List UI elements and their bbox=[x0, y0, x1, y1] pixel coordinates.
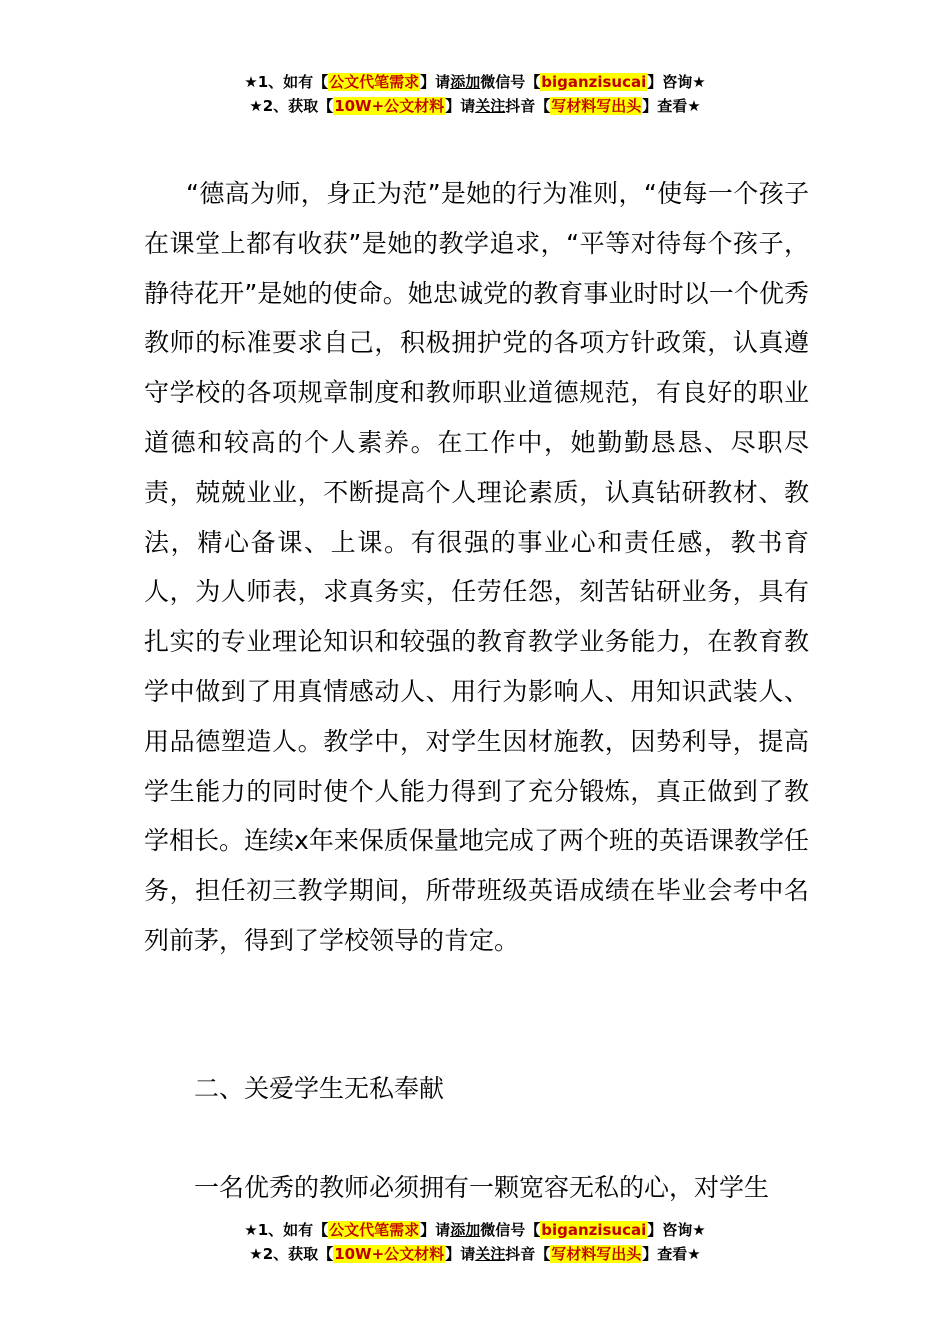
banner-line-1 bbox=[0, 1218, 950, 1242]
banner-highlight: 写材料写出头 bbox=[551, 1245, 642, 1263]
banner-text: 抖音【 bbox=[505, 97, 551, 115]
footer-banner bbox=[0, 1218, 950, 1266]
banner-line-1 bbox=[0, 70, 950, 94]
banner-underlined: 关注 bbox=[475, 97, 506, 115]
body-paragraph-start: 一名优秀的教师必须拥有一颗宽容无私的心，对学生 bbox=[194, 1173, 770, 1202]
body-paragraph: “德高为师，身正为范”是她的行为准则，“使每一个孩子在课堂上都有收获”是她的教学追求，“平等对待每个孩子，静待花开”是她的使命。她忠诚党的教育事业时时以一个优秀教师的标准要求自己，积极拥护党的各项方针政策，认真遵守学校的各项规章制度和教师职业道德规范，有良好的职业道德和较高的个人素养。在工作中，她勤勤恳恳、尽职尽责，兢兢业业，不断提高个人理论素质，认真钻研教材、教法，精心备课、上课。有很强的事业心和责任感，教书育人，为人师表，求真务实，任劳任怨，刻苦钻研业务，具有扎实的专业理论知识和较强的教育教学业务能力，在教育教学中做到了用真情感动人、用行为影响人、用知识武装人、用品德塑造人。教学中，对学生因材施教，因势利导，提高学生能力的同时使个人能力得到了充分锻炼，真正做到了教学相长。连续x年来保质保量地完成了两个班的英语课教学任务，担任初三教学期间，所带班级英语成绩在毕业会考中名列前茅，得到了学校领导的肯定。 bbox=[144, 179, 809, 955]
banner-text: ★2、获取【 bbox=[249, 1245, 334, 1263]
banner-text: 】请 bbox=[445, 97, 476, 115]
banner-text: ★1、如有【 bbox=[244, 73, 329, 91]
banner-text: 】查看★ bbox=[642, 97, 701, 115]
banner-text: 】咨询★ bbox=[647, 73, 706, 91]
banner-underlined: 添加 bbox=[450, 73, 481, 91]
banner-text: 】请 bbox=[445, 1245, 476, 1263]
banner-text: 】查看★ bbox=[642, 1245, 701, 1263]
banner-text: ★2、获取【 bbox=[249, 97, 334, 115]
banner-highlight: 公文代笔需求 bbox=[329, 73, 420, 91]
section-heading: 二、关爱学生无私奉献 bbox=[194, 1074, 445, 1103]
banner-highlight: 写材料写出头 bbox=[551, 97, 642, 115]
banner-highlight: biganzisucai bbox=[541, 73, 647, 91]
banner-text: 微信号【 bbox=[480, 73, 541, 91]
banner-highlight: biganzisucai bbox=[541, 1221, 647, 1239]
banner-highlight: 公文代笔需求 bbox=[329, 1221, 420, 1239]
banner-text: 】请 bbox=[420, 1221, 451, 1239]
banner-highlight: 10W+公文材料 bbox=[334, 97, 445, 115]
banner-line-2 bbox=[0, 94, 950, 118]
header-banner bbox=[0, 70, 950, 118]
banner-text: ★1、如有【 bbox=[244, 1221, 329, 1239]
banner-underlined: 添加 bbox=[450, 1221, 481, 1239]
banner-underlined: 关注 bbox=[475, 1245, 506, 1263]
banner-highlight: 10W+公文材料 bbox=[334, 1245, 445, 1263]
banner-line-2 bbox=[0, 1242, 950, 1266]
banner-text: 】请 bbox=[420, 73, 451, 91]
banner-text: 微信号【 bbox=[480, 1221, 541, 1239]
banner-text: 】咨询★ bbox=[647, 1221, 706, 1239]
banner-text: 抖音【 bbox=[505, 1245, 551, 1263]
